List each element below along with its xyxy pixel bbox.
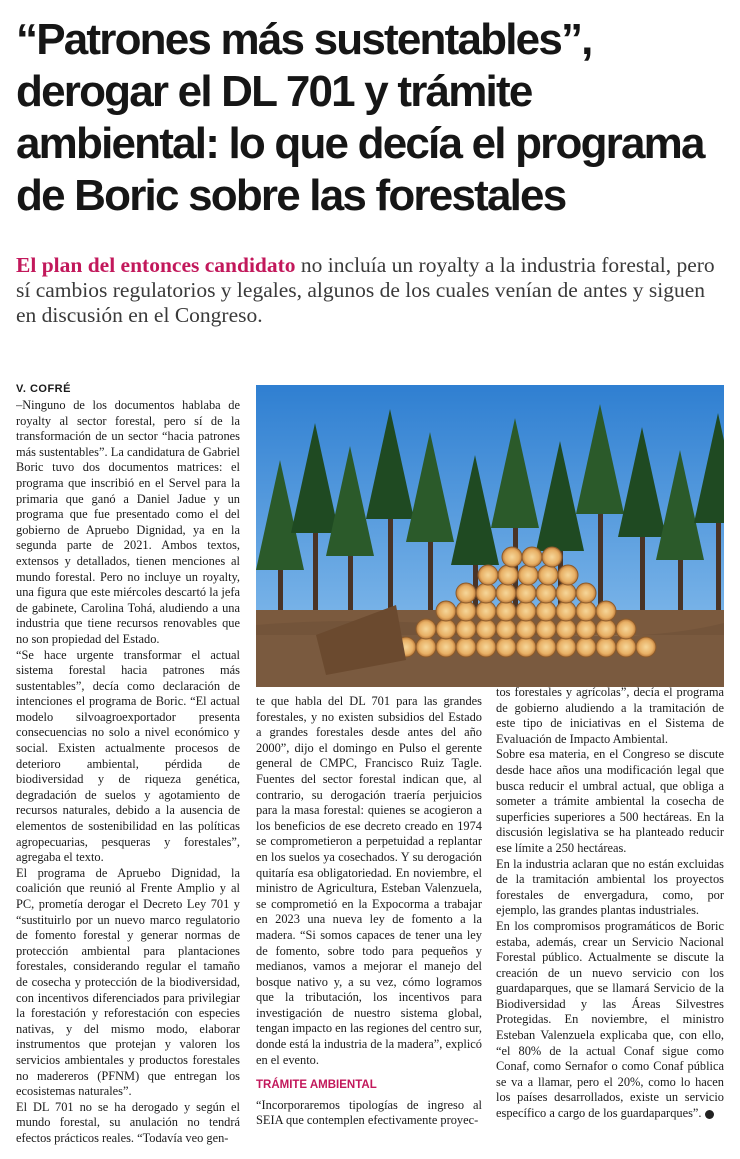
log-end (556, 583, 576, 603)
paragraph: El programa de Apruebo Dignidad, la coalición que reunió al Frente Amplio y al PC, prometía derogar el Decreto Ley 701 y “sustituirlo por un nuevo marco regulatorio de fomento forestal y generar normas de protección ambiental para plantaciones forestales, considerando regular el tamaño de cosecha y protección de la biodiversidad, con incentivos diferenciados para privilegiar la forestación y reforestación con especies nativas, y del mismo modo, elaborar instrumentos que protejan y valoren los servicios ambientales y productos forestales no madereros (PFNM) que entregan los ecosistemas naturales”. (16, 865, 240, 1099)
log-end (436, 619, 456, 639)
paragraph: Sobre esa materia, en el Congreso se discute desde hace años una modificación legal que busca reducir el umbral actual, que obliga a someter a trámite ambiental la cosecha de superficies superiores a 500 hectáreas. En la discusión legislativa se ha planteado reducir ese límite a 250 hectáreas. (496, 747, 724, 855)
deck-lead: El plan del entonces candidato (16, 253, 296, 277)
log-end (456, 601, 476, 621)
log-end (556, 601, 576, 621)
deck (16, 253, 728, 328)
log-end (558, 565, 578, 585)
log-end (516, 583, 536, 603)
log-end (456, 583, 476, 603)
log-end (536, 583, 556, 603)
byline: V. COFRÉ (16, 383, 71, 395)
log-end (596, 637, 616, 657)
log-end (536, 619, 556, 639)
paragraph: “Se hace urgente transformar el actual sistema forestal hacia patrones más sustentables”, decía como declaración de intenciones el programa de Boric. “El actual modelo silvoagroexportador presenta consecuencias no solo a nivel económico y social. Existen actualmente procesos de deterioro ambiental, pérdida de biodiversidad y de riqueza genética, degradación de suelos y agotamiento de recursos naturales, debido a la ausencia de elementos de sostenibilidad en las políticas agropecuarias, pesqueras y forestales”, agregaba el texto. (16, 647, 240, 865)
log-end (502, 547, 522, 567)
photo-illustration (256, 385, 724, 687)
forest-logs-photo (256, 385, 724, 687)
paragraph (496, 919, 724, 1122)
column-3 (496, 685, 724, 1150)
log-end (496, 583, 516, 603)
log-end (542, 547, 562, 567)
paragraph: –Ninguno de los documentos hablaba de royalty al sector forestal, pero sí de la transformación de un sector “hacia patrones más sustentables”. La candidatura de Gabriel Boric tuvo dos documentos matrices: el programa que inscribió en el Servel para la primaria que ganó a Daniel Jadue y un programa que fue presentado como el del gobierno de Apruebo Dignidad, ya en la segunda parte de 2021. Ambos textos, extensos y detallados, tienen menciones al mundo forestal. Pero no incluye un royalty, una figura que este miércoles descartó la jefa de gabinete, Carolina Tohá, aludiendo a una industria que tiene recursos renovables que no son propiedad del Estado. (16, 398, 240, 646)
log-end (616, 637, 636, 657)
log-end (498, 565, 518, 585)
log-end (576, 583, 596, 603)
log-end (516, 601, 536, 621)
paragraph-text: En los compromisos programáticos de Boric estaba, además, crear un Servicio Nacional Forestal público. Actualmente se discute la creación de un nuevo servicio con los guardaparques, que se llamará Servicio de la Biodiversidad y las Áreas Silvestres Protegidas. En noviembre, el ministro Esteban Valenzuela explicaba que, con ello, “el 80% de la actual Conaf sigue como Conaf, como Sernafor o como Conaf pública se va a llamar, pero el 20%, como lo hacen los países desarrollados, existe un servicio específico a cargo de los guardaparques”. (496, 918, 724, 1121)
paragraph: te que habla del DL 701 para las grandes forestales, y no existen subsidios del Estado a grandes forestales desde antes del año 2000”, dijo el domingo en Pulso el gerente general de CMPC, Francisco Ruiz Tagle. Fuentes del sector forestal indican que, al contrario, su derogación traería perjuicios para la masa forestal: quienes se acogieron a los beneficios de ese decreto creado en 1974 se comprometieron a perpetuidad a replantar en los suelos ya cosechados. Y su derogación quitaría esa obligatoriedad. En noviembre, el ministro de Agricultura, Esteban Valenzuela, se comprometió en la Expocorma a trabajar en 2023 una nueva ley de fomento a la madera. “Si somos capaces de tener una ley de fomento, sobre todo para pequeños y medianos, vamos a mejorar el manejo del bosque nativo y, a su vez, cómo logramos que la tributación, los incentivos para investigación de nuestro sistema global, tengan impacto en las regiones del centro sur, donde está la industria de la madera”, explicó en el evento. (256, 694, 482, 1067)
log-end (416, 637, 436, 657)
deck-text: no incluía un royalty a la industria forestal, pero sí cambios regulatorios y legales, algunos de los cuales venían de antes y siguen en discusión en el Congreso. (16, 253, 715, 327)
log-end (616, 619, 636, 639)
log-end (518, 565, 538, 585)
headline: “Patrones más sustentables”, derogar el DL 701 y trámite ambiental: lo que decía el programa de Boric sobre las forestales (16, 15, 704, 220)
log-end (516, 637, 536, 657)
log-end (522, 547, 542, 567)
log-end (476, 637, 496, 657)
log-end (478, 565, 498, 585)
log-end (536, 637, 556, 657)
log-end (576, 601, 596, 621)
column-2 (256, 694, 482, 1150)
log-end (538, 565, 558, 585)
log-end (476, 583, 496, 603)
paragraph: El DL 701 no se ha derogado y según el mundo forestal, su anulación no tendrá efectos prácticos reales. “Todavía veo gen- (16, 1099, 240, 1145)
log-end (476, 601, 496, 621)
log-end (536, 601, 556, 621)
log-end (476, 619, 496, 639)
log-end (456, 619, 476, 639)
log-end (496, 601, 516, 621)
paragraph: En la industria aclaran que no están excluidas de la tramitación ambiental los proyectos forestales de envergadura, como, por ejemplo, las grandes plantas industriales. (496, 856, 724, 918)
log-end (596, 601, 616, 621)
log-end (556, 637, 576, 657)
column-1 (16, 398, 240, 1150)
end-mark-icon (705, 1110, 714, 1119)
log-end (636, 637, 656, 657)
log-end (436, 637, 456, 657)
section-subhead: TRÁMITE AMBIENTAL (256, 1079, 377, 1092)
log-end (496, 619, 516, 639)
log-end (516, 619, 536, 639)
log-end (556, 619, 576, 639)
paragraph: tos forestales y agrícolas”, decía el programa de gobierno aludiendo a la tramitación de este tipo de iniciativas en el Sistema de Evaluación de Impacto Ambiental. (496, 685, 724, 746)
paragraph: “Incorporaremos tipologías de ingreso al SEIA que contemplen efectivamente proyec- (256, 1097, 482, 1128)
log-end (436, 601, 456, 621)
log-end (416, 619, 436, 639)
log-end (576, 637, 596, 657)
log-end (596, 619, 616, 639)
log-end (576, 619, 596, 639)
log-end (496, 637, 516, 657)
log-end (456, 637, 476, 657)
